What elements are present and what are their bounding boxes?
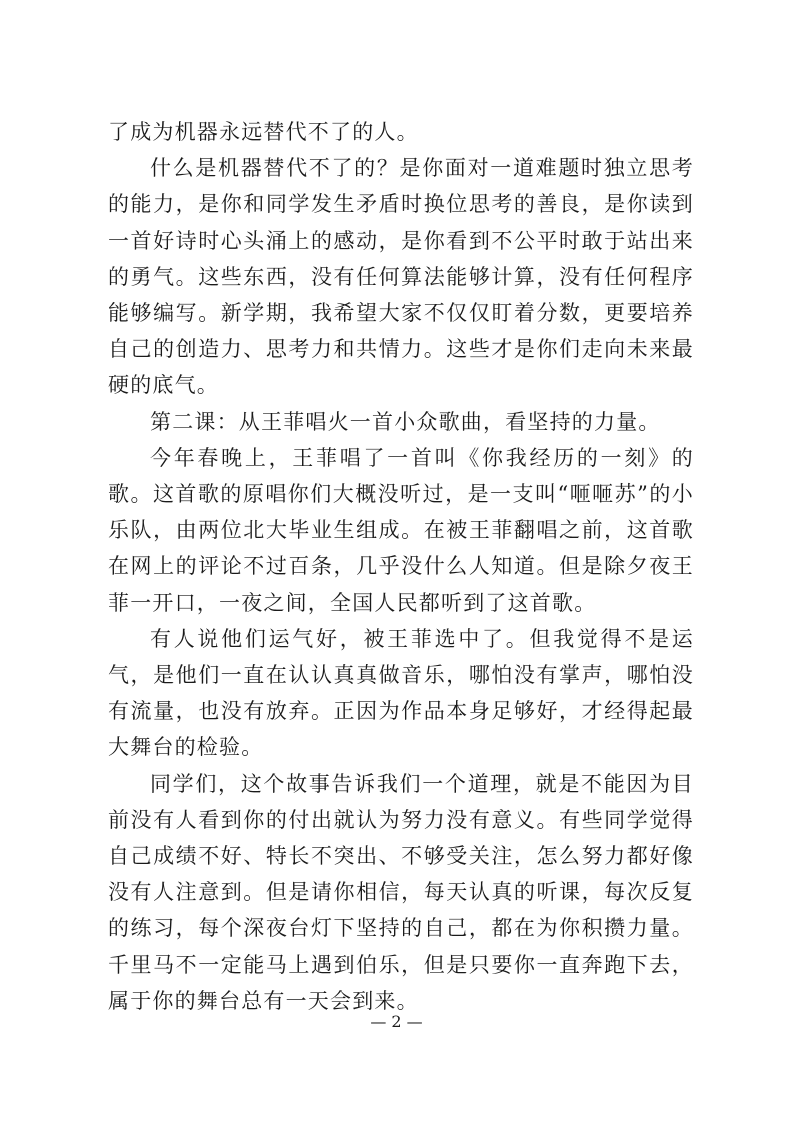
- paragraph-continuation: 了成为机器永远替代不了的人。: [108, 120, 419, 144]
- paragraph-classmates: 同学们，这个故事告诉我们一个道理，就是不能因为目前没有人看到你的付出就认为努力没有意义。有些同学觉得自己成绩不好、特长不突出、不够受关注，怎么努力都好像没有人注意到。但是请你相信，每天认真的听课，每次反复的练习，每个深夜台灯下坚持的自己，都在为你积攒力量。千里马不一定能马上遇到伯乐，但是只要你一直奔跑下去，属于你的舞台总有一天会到来。: [108, 771, 694, 1013]
- paragraph-not-luck: 有人说他们运气好，被王菲选中了。但我觉得不是运气，是他们一直在认认真真做音乐，哪怕没有掌声，哪怕没有流量，也没有放弃。正因为作品本身足够好，才经得起最大舞台的检验。: [108, 626, 694, 760]
- paragraph-spring-gala: 今年春晚上，王菲唱了一首叫《你我经历的一刻》的歌。这首歌的原唱你们大概没听过，是一支叫“咂咂苏”的小乐队，由两位北大毕业生组成。在被王菲翻唱之前，这首歌在网上的评论不过百条，几乎没什么人知道。但是除夕夜王菲一开口，一夜之间，全国人民都听到了这首歌。: [108, 445, 694, 615]
- page-number: — 2 —: [370, 1012, 423, 1031]
- body-text: [108, 114, 694, 1019]
- section-heading-lesson-two: 第二课：从王菲唱火一首小众歌曲，看坚持的力量。: [150, 409, 661, 434]
- paragraph-machine-irreplaceable: 什么是机器替代不了的？是你面对一道难题时独立思考的能力，是你和同学发生矛盾时换位思考的善良，是你读到一首好诗时心头涌上的感动，是你看到不公平时敢于站出来的勇气。这些东西，没有任何算法能够计算，没有任何程序能够编写。新学期，我希望大家不仅仅盯着分数，更要培养自己的创造力、思考力和共情力。这些才是你们走向未来最硬的底气。: [108, 156, 694, 398]
